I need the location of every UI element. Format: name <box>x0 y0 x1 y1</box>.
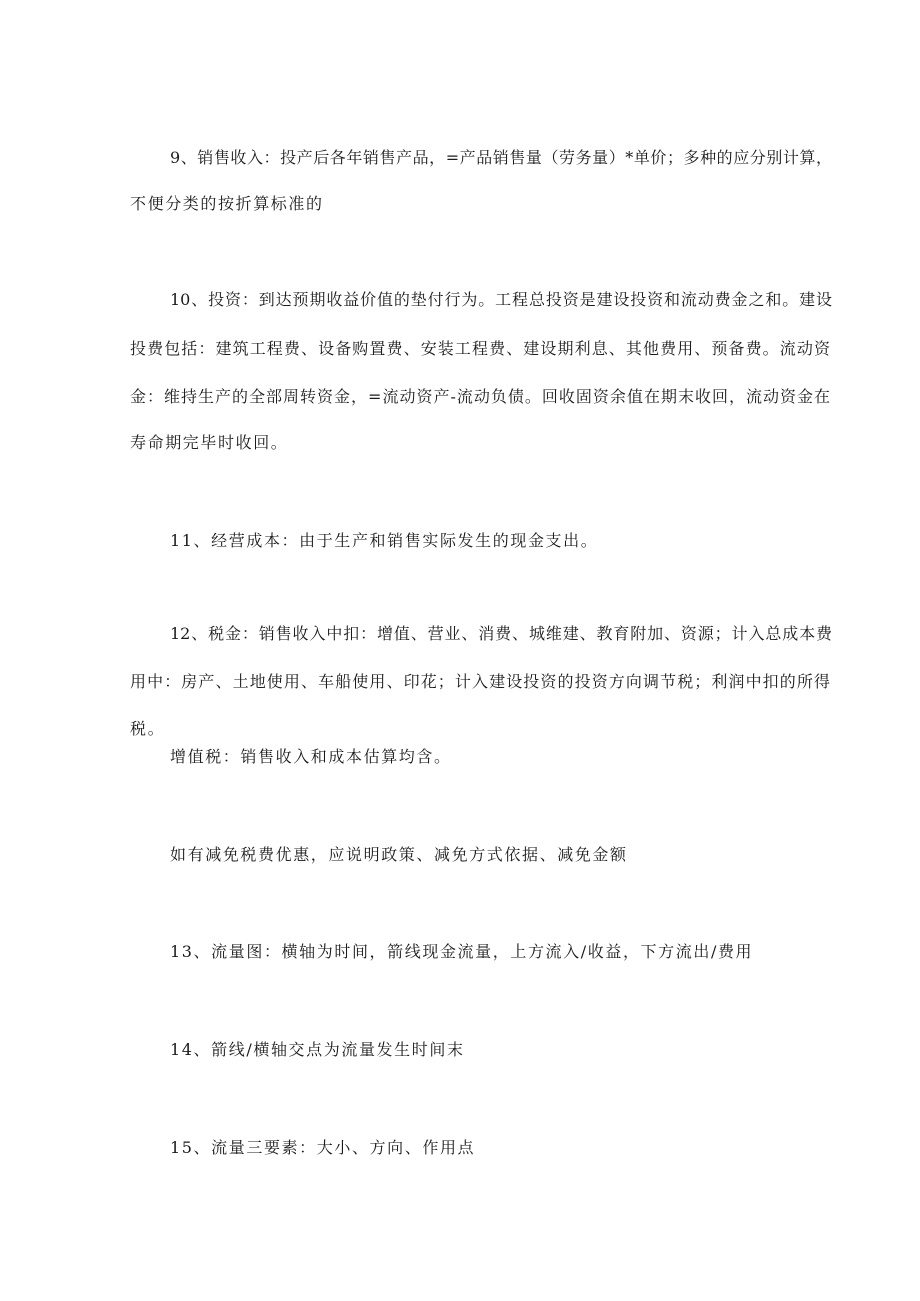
item-14-line-1: 14、箭线/横轴交点为流量发生时间末 <box>170 1040 465 1059</box>
item-10-line-1: 10、投资：到达预期收益价值的垫付行为。工程总投资是建设投资和流动费金之和。建设 <box>170 290 832 309</box>
item-9-line-2: 不便分类的按折算标准的 <box>130 194 324 213</box>
item-10-line-2: 投费包括：建筑工程费、设备购置费、安装工程费、建设期利息、其他费用、预备费。流动资 <box>130 339 830 358</box>
item-12-line-3: 税。 <box>130 719 166 738</box>
item-11-line-1: 11、经营成本：由于生产和销售实际发生的现金支出。 <box>170 531 599 550</box>
vat-note: 增值税：销售收入和成本估算均含。 <box>170 747 452 766</box>
item-9-line-1: 9、销售收入：投产后各年销售产品，=产品销售量（劳务量）*单价；多种的应分别计算， <box>170 148 832 167</box>
item-10-line-4: 寿命期完毕时收回。 <box>130 433 289 452</box>
item-15-line-1: 15、流量三要素：大小、方向、作用点 <box>170 1138 476 1157</box>
item-10-line-3: 金：维持生产的全部周转资金，=流动资产-流动负债。回收固资余值在期末收回，流动资金在 <box>130 387 830 406</box>
tax-exemption-note: 如有减免税费优惠，应说明政策、减免方式依据、减免金额 <box>170 845 628 864</box>
item-12-line-1: 12、税金：销售收入中扣：增值、营业、消费、城维建、教育附加、资源；计入总成本费 <box>170 624 832 643</box>
item-13-line-1: 13、流量图：横轴为时间，箭线现金流量，上方流入/收益，下方流出/费用 <box>170 942 754 961</box>
item-12-line-2: 用中：房产、土地使用、车船使用、印花；计入建设投资的投资方向调节税；利润中扣的所得 <box>130 672 830 691</box>
